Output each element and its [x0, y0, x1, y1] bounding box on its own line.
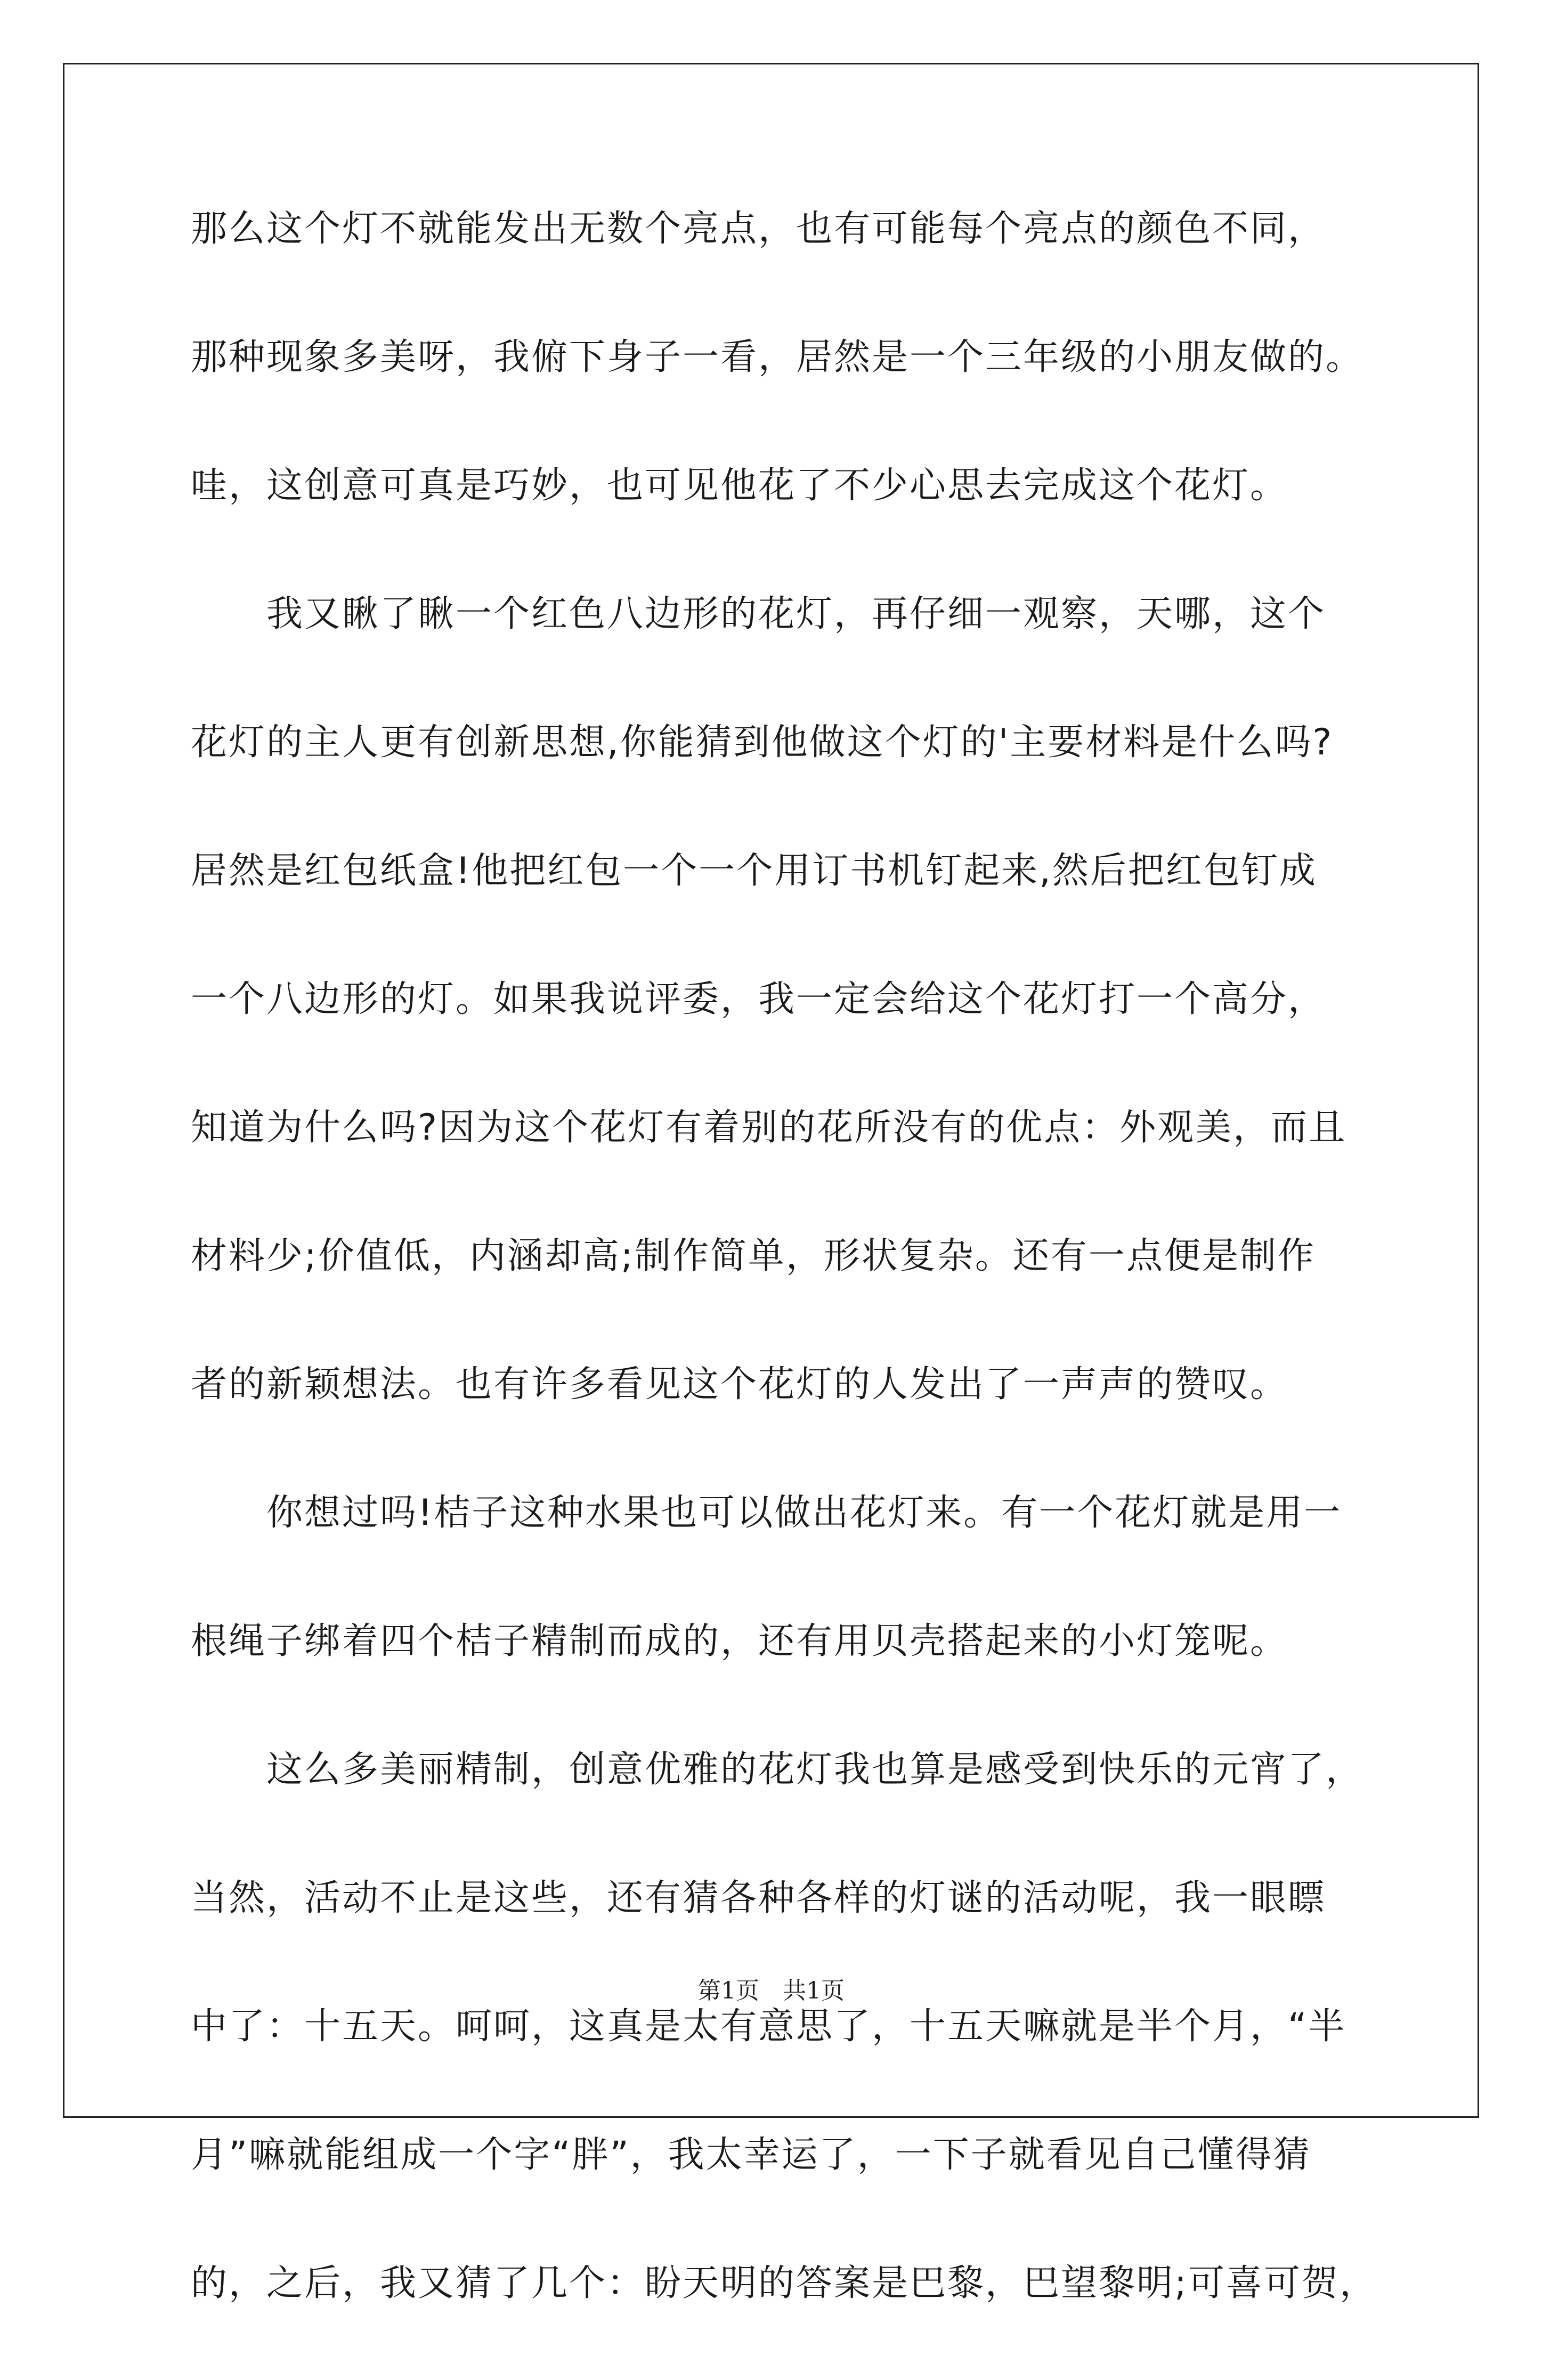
document-body: [191, 197, 1377, 2380]
text-line: 中了：十五天。呵呵，这真是太有意思了，十五天嘛就是半个月，“半: [191, 2005, 1346, 2048]
text-line: 居然是红包纸盒!他把红包一个一个用订书机钉起来,然后把红包钉成: [191, 850, 1317, 892]
page-number: 第1页 共1页: [697, 1977, 845, 2004]
text-line: 根绳子绑着四个桔子精制而成的，还有用贝壳搭起来的小灯笼呢。: [191, 1620, 1288, 1662]
text-line: 者的新颖想法。也有许多看见这个花灯的人发出了一声声的赞叹。: [191, 1363, 1288, 1406]
page-footer: [0, 1971, 1542, 2005]
text-line: 那么这个灯不就能发出无数个亮点，也有可能每个亮点的颜色不同，: [191, 208, 1326, 250]
text-line: 知道为什么吗?因为这个花灯有着别的花所没有的优点：外观美，而且: [191, 1107, 1347, 1149]
text-line: 那种现象多美呀，我俯下身子一看，居然是一个三年级的小朋友做的。: [191, 336, 1364, 378]
text-line: 这么多美丽精制，创意优雅的花灯我也算是感受到快乐的元宵了，: [191, 1749, 1364, 1791]
text-line: 一个八边形的灯。如果我说评委，我一定会给这个花灯打一个高分，: [191, 978, 1326, 1020]
text-line: 材料少;价值低，内涵却高;制作简单，形状复杂。还有一点便是制作: [191, 1235, 1316, 1277]
text-line: 当然，活动不止是这些，还有猜各种各样的灯谜的活动呢，我一眼瞟: [191, 1877, 1326, 1919]
text-line: 哇，这创意可真是巧妙，也可见他花了不少心思去完成这个花灯。: [191, 465, 1288, 507]
text-line: 你想过吗!桔子这种水果也可以做出花灯来。有一个花灯就是用一: [191, 1492, 1342, 1534]
text-line: 花灯的主人更有创新思想,你能猜到他做这个灯的'主要材料是什么吗?: [191, 721, 1334, 763]
text-line: 的，之后，我又猜了几个：盼天明的答案是巴黎，巴望黎明;可喜可贺，: [191, 2262, 1377, 2304]
text-line: 月”嘛就能组成一个字“胖”，我太幸运了，一下子就看见自己懂得猜: [191, 2134, 1311, 2176]
text-line: 我又瞅了瞅一个红色八边形的花灯，再仔细一观察，天哪，这个: [191, 593, 1326, 635]
